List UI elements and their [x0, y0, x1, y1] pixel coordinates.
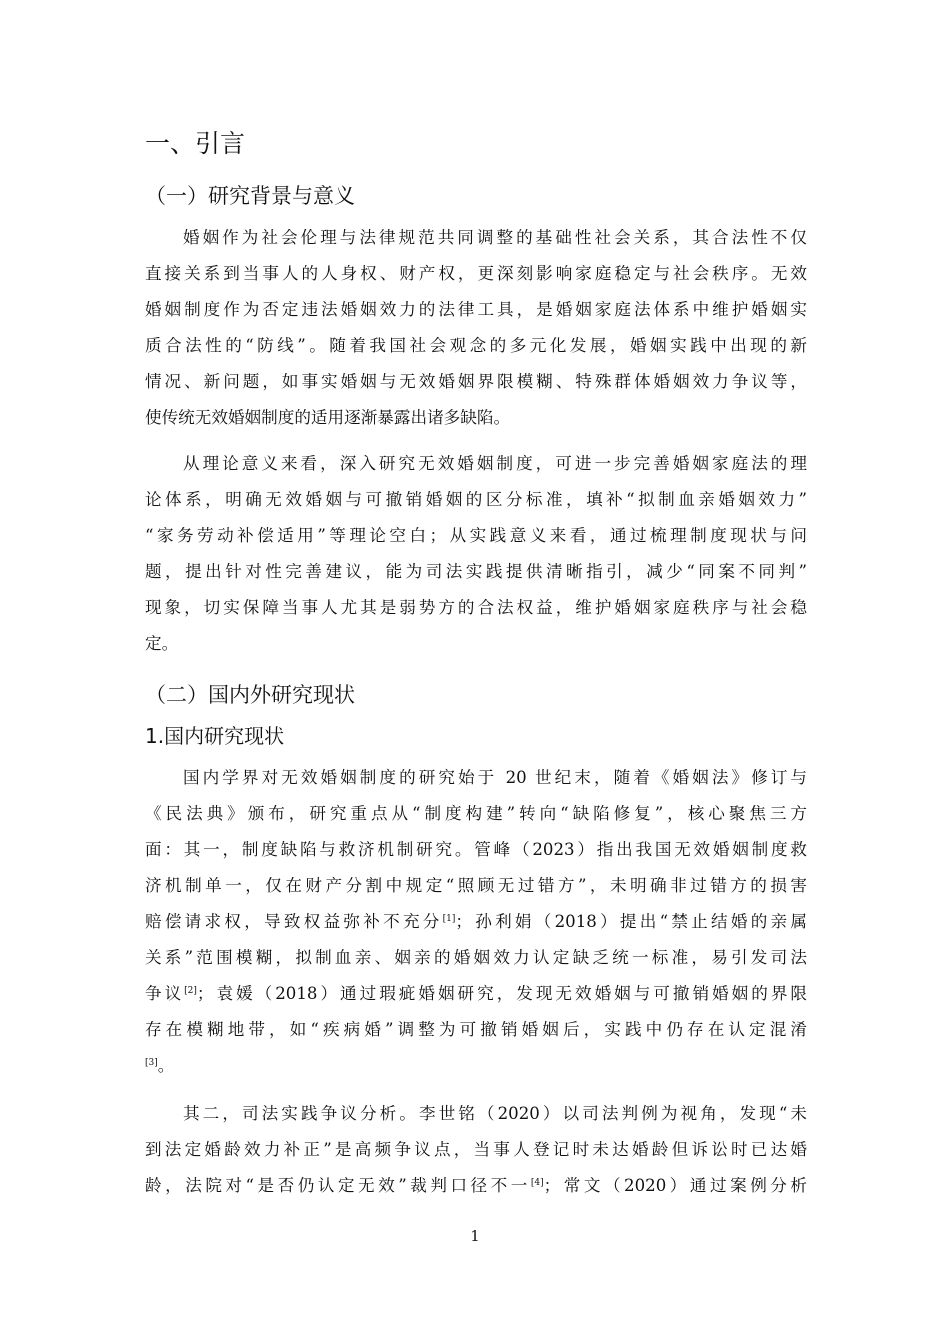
- text-line: 情况、新问题，如事实婚姻与无效婚姻界限模糊、特殊群体婚姻效力争议等，: [145, 372, 807, 391]
- text-line: 现象，切实保障当事人尤其是弱势方的合法权益，维护婚姻家庭秩序与社会稳: [145, 598, 807, 617]
- text-line: [145, 976, 807, 1012]
- text-line: 定。: [145, 634, 179, 653]
- text-line: 从理论意义来看，深入研究无效婚姻制度，可进一步完善婚姻家庭法的理: [183, 454, 807, 473]
- citation-ref-2: [2]: [184, 986, 197, 996]
- text-line: 面：其一，制度缺陷与救济机制研究。管峰（2023）指出我国无效婚姻制度救: [145, 840, 807, 859]
- text-line: 题，提出针对性完善建议，能为司法实践提供清晰指引，减少“同案不同判”: [145, 562, 807, 581]
- text-line: [145, 1168, 807, 1204]
- chapter-heading: 一、引言: [145, 129, 246, 158]
- citation-ref-1: [1]: [442, 914, 456, 924]
- section-heading-background: （一）研究背景与意义: [145, 184, 355, 208]
- text-segment: ；袁媛（2018）通过瑕疵婚姻研究，发现无效婚姻与可撤销婚姻的界限: [196, 984, 808, 1003]
- paragraph-significance: [145, 446, 807, 662]
- text-line: “家务劳动补偿适用”等理论空白；从实践意义来看，通过梳理制度现状与问: [145, 526, 807, 545]
- paragraph-domestic-research: [145, 760, 807, 1084]
- text-line: [145, 1048, 807, 1084]
- text-segment: 争议: [145, 984, 185, 1003]
- text-line: [145, 904, 807, 940]
- text-line: 质合法性的“防线”。随着我国社会观念的多元化发展，婚姻实践中出现的新: [145, 336, 807, 355]
- section-heading-research-status: （二）国内外研究现状: [145, 683, 355, 707]
- paragraph-judicial-practice: [145, 1096, 807, 1204]
- text-segment: 龄，法院对“是否仍认定无效”裁判口径不一: [145, 1176, 531, 1195]
- citation-ref-4: [4]: [530, 1178, 544, 1188]
- text-line: 存在模糊地带，如“疾病婚”调整为可撤销婚姻后，实践中仍存在认定混淆: [145, 1020, 807, 1039]
- text-segment: 。: [157, 1056, 175, 1075]
- text-line: 国内学界对无效婚姻制度的研究始于 20 世纪末，随着《婚姻法》修订与: [183, 768, 807, 787]
- citation-ref-3: [3]: [145, 1058, 158, 1068]
- text-line: 婚姻制度作为否定违法婚姻效力的法律工具，是婚姻家庭法体系中维护婚姻实: [145, 300, 807, 319]
- text-segment: ；常文（2020）通过案例分析: [543, 1176, 808, 1195]
- subsection-heading-domestic: 1.国内研究现状: [145, 724, 285, 748]
- page-number: 1: [470, 1227, 480, 1245]
- paragraph-background-1: [145, 220, 807, 436]
- text-line: 直接关系到当事人的人身权、财产权，更深刻影响家庭稳定与社会秩序。无效: [145, 264, 807, 283]
- text-segment: 赔偿请求权，导致权益弥补不充分: [145, 912, 443, 931]
- text-line: 关系”范围模糊，拟制血亲、姻亲的婚姻效力认定缺乏统一标准，易引发司法: [145, 948, 807, 967]
- text-line: 济机制单一，仅在财产分割中规定“照顾无过错方”，未明确非过错方的损害: [145, 876, 807, 895]
- text-line: 使传统无效婚姻制度的适用逐渐暴露出诸多缺陷。: [145, 408, 511, 427]
- text-line: 其二，司法实践争议分析。李世铭（2020）以司法判例为视角，发现“未: [183, 1104, 807, 1123]
- text-line: 婚姻作为社会伦理与法律规范共同调整的基础性社会关系，其合法性不仅: [183, 228, 807, 247]
- text-segment: ；孙利娟（2018）提出“禁止结婚的亲属: [455, 912, 807, 931]
- text-line: 论体系，明确无效婚姻与可撤销婚姻的区分标准，填补“拟制血亲婚姻效力”: [145, 490, 807, 509]
- text-line: 到法定婚龄效力补正”是高频争议点，当事人登记时未达婚龄但诉讼时已达婚: [145, 1140, 807, 1159]
- text-line: 《民法典》颁布，研究重点从“制度构建”转向“缺陷修复”，核心聚焦三方: [145, 804, 807, 823]
